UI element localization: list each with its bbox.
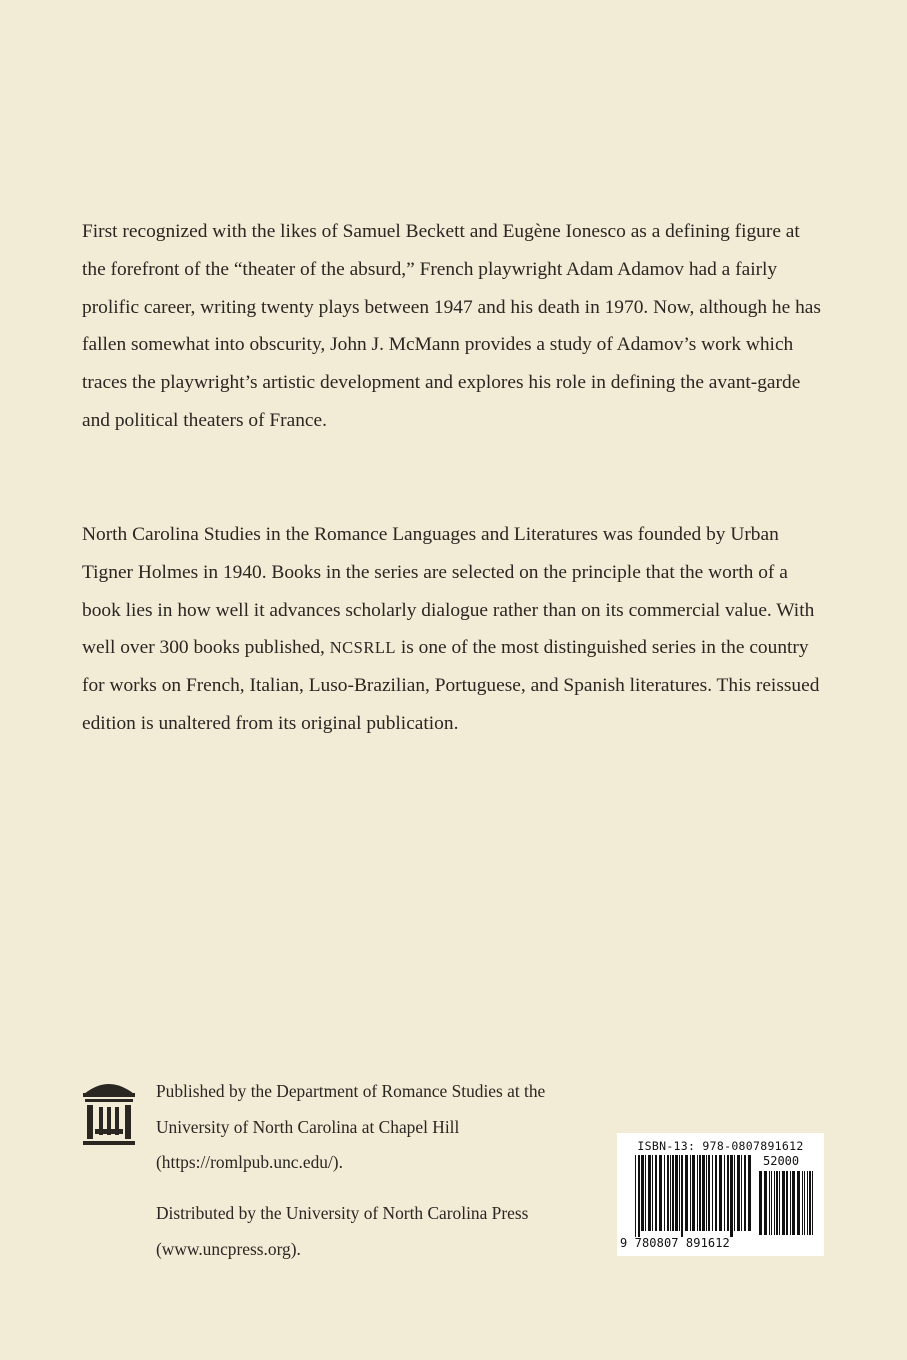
- distributor-info: [156, 1196, 606, 1267]
- isbn-barcode: [617, 1133, 824, 1256]
- publisher-info: [156, 1074, 606, 1181]
- barcode-bars: [635, 1155, 755, 1237]
- distributor-url: (www.uncpress.org).: [156, 1238, 301, 1259]
- series-text-before: North Carolina Studies in the Romance Languages and Literatures was founded by Urban Tigner Holmes in 1940. Books in the series are selected on the principle that the worth of a book lies in how well it advances scholarly dialogue rather than on its commercial value. With well over 300 books published,: [82, 524, 815, 659]
- isbn-digits: 9 780807 891612: [620, 1236, 730, 1250]
- publisher-line: Published by the Department of Romance Studies at the University of North Carolina at Chapel Hill: [156, 1081, 546, 1137]
- series-text-after: is one of the most distinguished series in the country for works on French, Italian, Luso-Brazilian, Portuguese, and Spanish literatures. This reissued edition is unaltered from its original publication.: [82, 637, 820, 734]
- old-well-icon: [80, 1078, 138, 1148]
- series-acronym: NCSRLL: [329, 638, 397, 658]
- publisher-url: (https://romlpub.unc.edu/).: [156, 1152, 343, 1172]
- price-barcode-bars: [759, 1171, 815, 1235]
- isbn-label: ISBN-13: 978-0807891612: [637, 1139, 804, 1153]
- description-paragraph: First recognized with the likes of Samuel Beckett and Eugène Ionesco as a defining figure at the forefront of the “theater of the absurd,” French playwright Adam Adamov had a fairly prolific career, writing twenty plays between 1947 and his death in 1970. Now, although he has fallen somewhat into obscurity, John J. McMann provides a study of Adamov’s work which traces the playwright’s artistic development and explores his role in defining the avant-garde and political theaters of France.: [82, 221, 821, 431]
- distributor-line: Distributed by the University of North Carolina Press: [156, 1203, 529, 1223]
- series-paragraph: [82, 516, 826, 743]
- price-code: 52000: [763, 1154, 800, 1168]
